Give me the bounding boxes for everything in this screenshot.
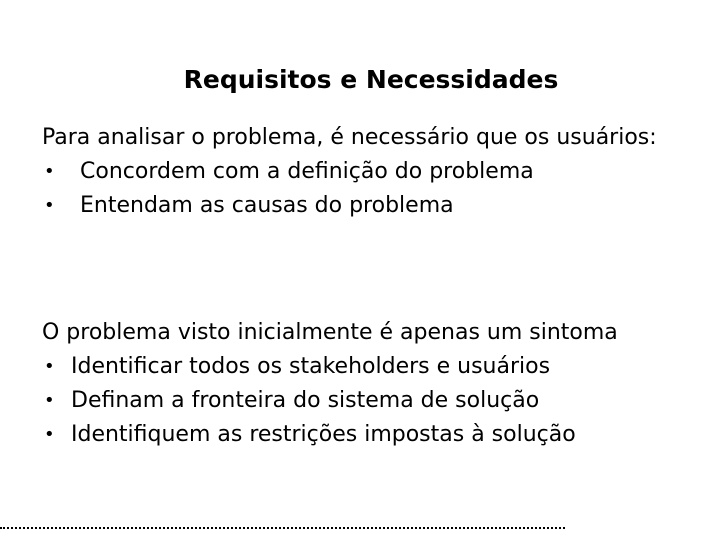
section-symptom [42,316,682,452]
bullet-text: Definam a fronteira do sistema de solução [71,388,540,413]
section-problem-analysis [42,121,682,223]
bullet-icon: • [44,390,55,411]
footer-dotted-rule [0,527,565,529]
bullet-icon: • [44,356,55,377]
bullet-text: Identifiquem as restrições impostas à solução [71,422,576,447]
section-intro: Para analisar o problema, é necessário que os usuários: [42,125,657,150]
list-item [42,155,682,189]
bullet-text: Entendam as causas do problema [80,193,454,218]
bullet-text: Identificar todos os stakeholders e usuários [71,354,551,379]
bullet-icon: • [44,161,55,182]
bullet-list [42,350,682,452]
list-item [42,350,682,384]
bullet-icon: • [44,195,55,216]
list-item [42,189,682,223]
bullet-list [42,155,682,223]
bullet-icon: • [44,424,55,445]
slide-title: Requisitos e Necessidades [183,65,559,94]
list-item [42,384,682,418]
section-intro: O problema visto inicialmente é apenas um sintoma [42,320,618,345]
bullet-text: Concordem com a definição do problema [80,159,534,184]
list-item [42,418,682,452]
